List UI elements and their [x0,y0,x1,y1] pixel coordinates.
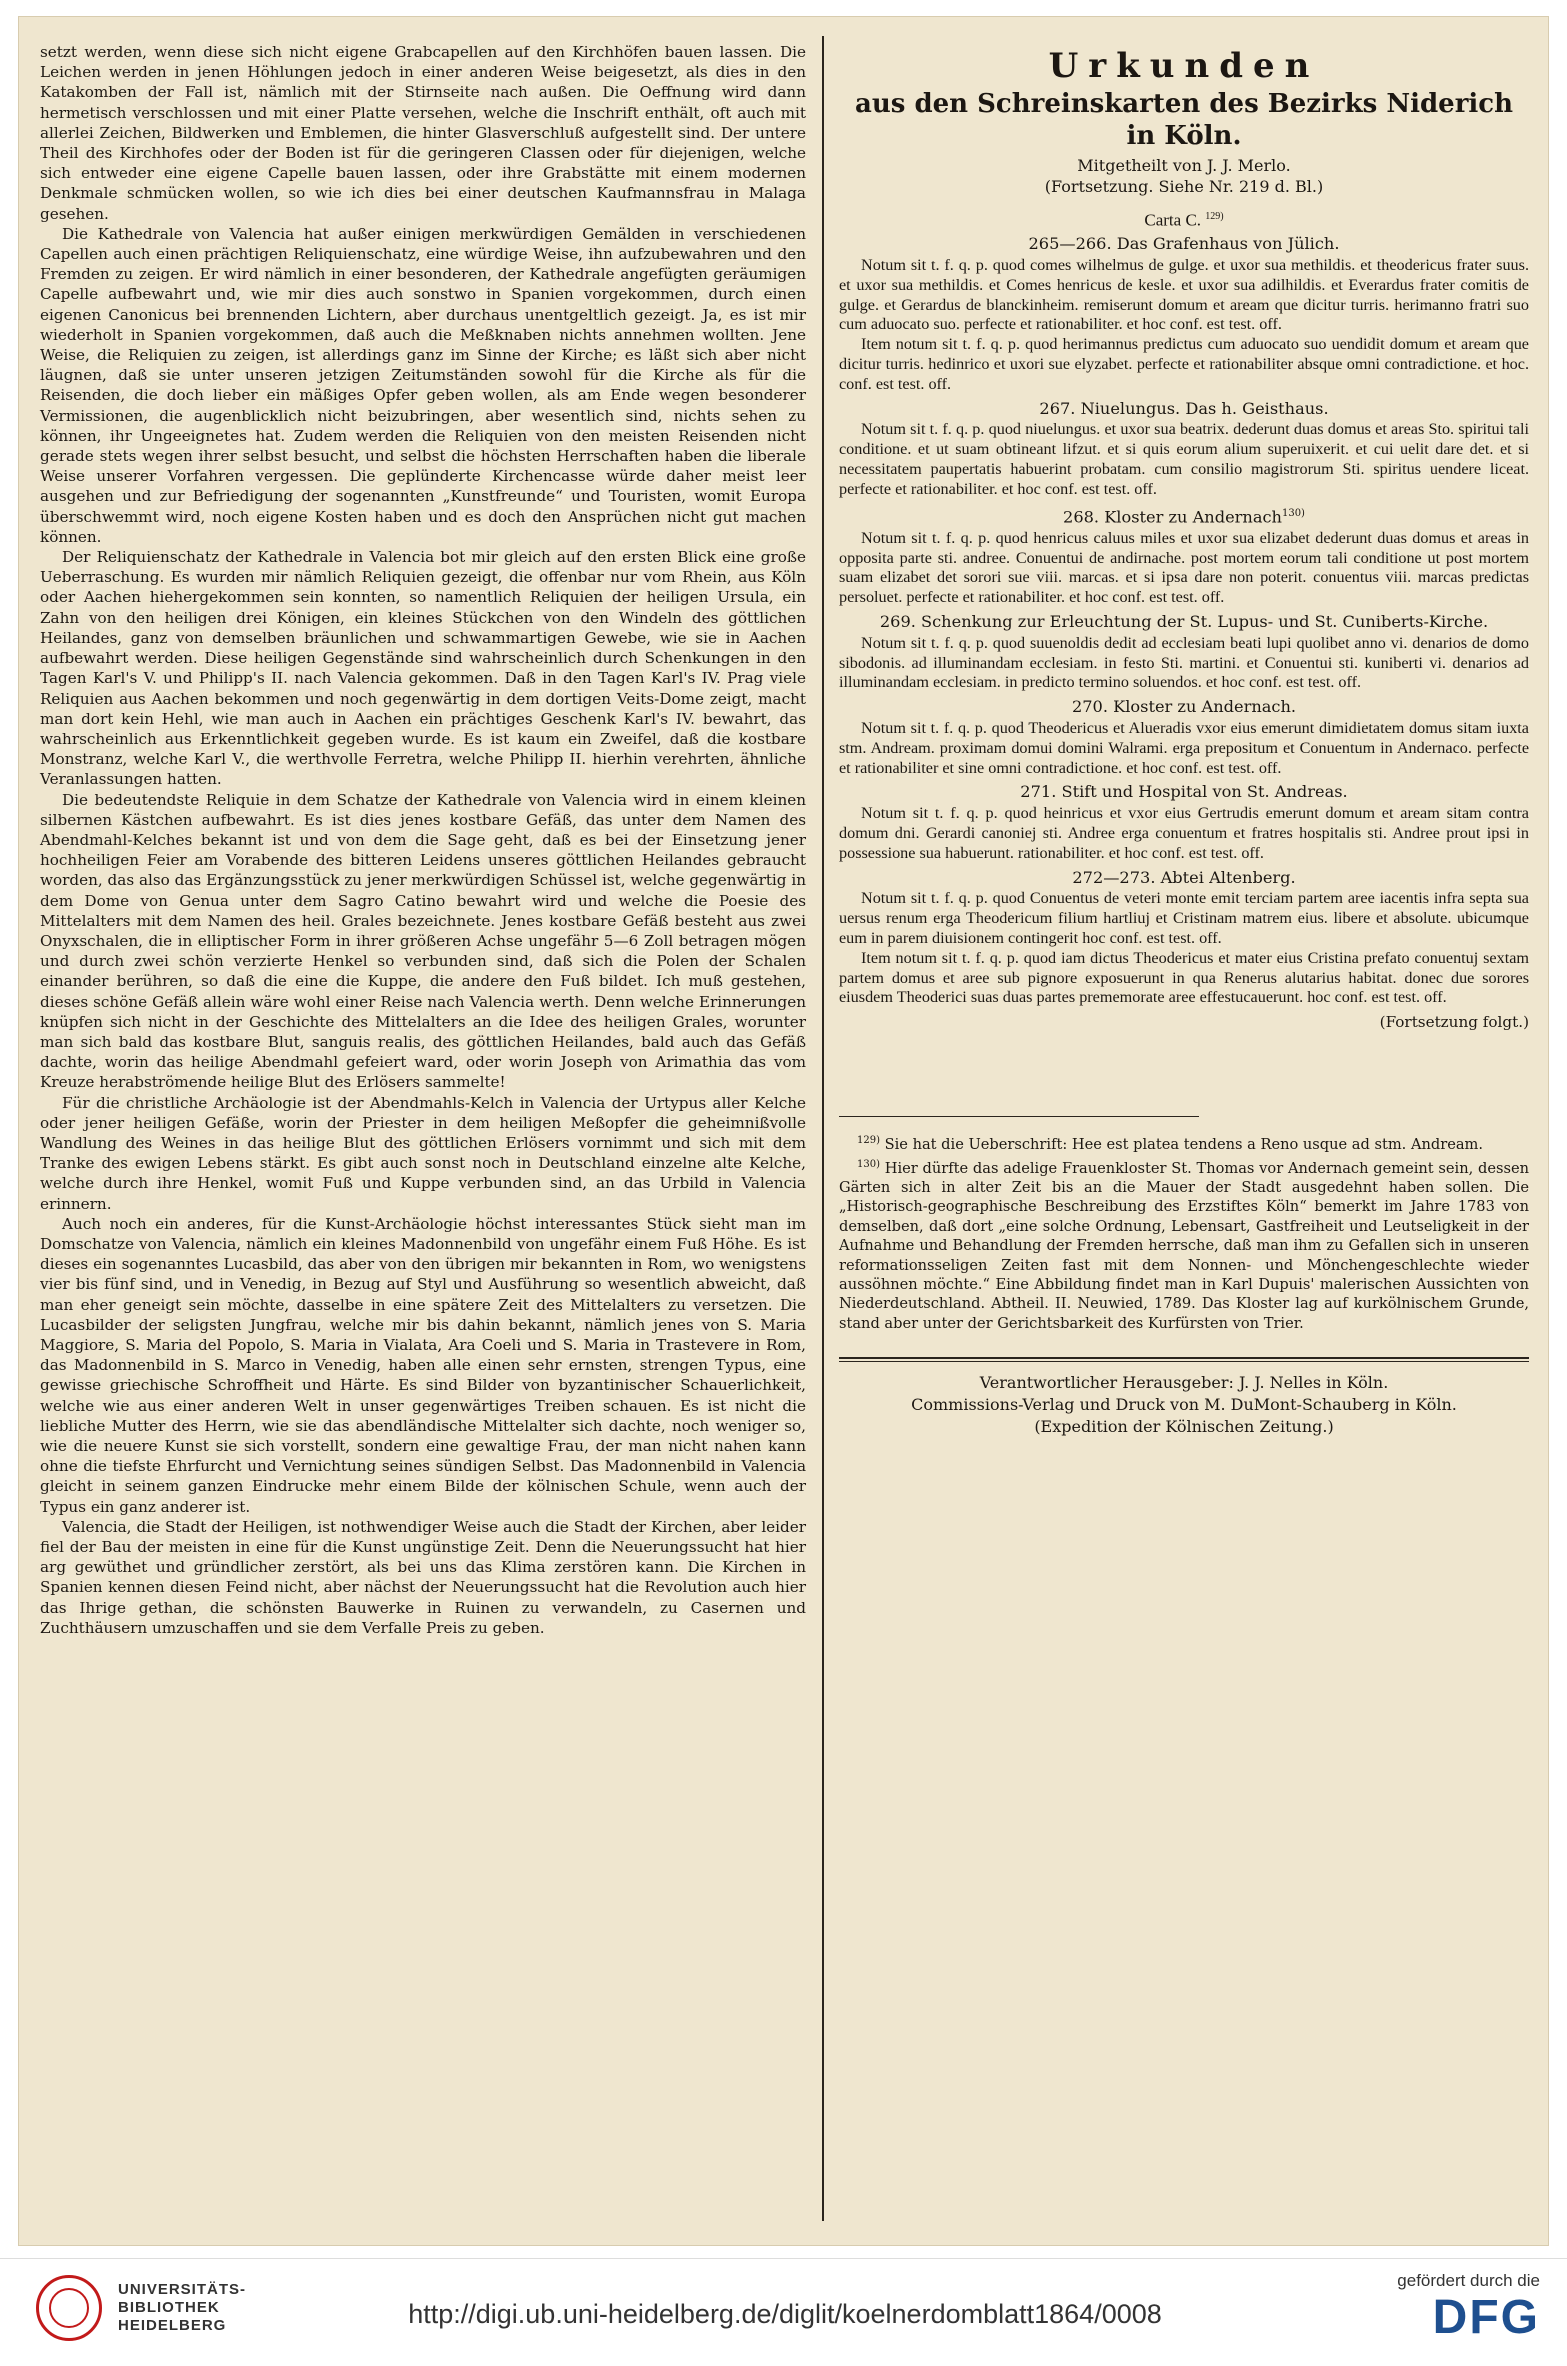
entry-text: Notum sit t. f. q. p. quod niuelungus. et uxor sua beatrix. dederunt duas domus et areas Sto. spiritui tali conditione. et ut suam obtineant lifzut. et si quis eorum alium superuixerit. et cui uelit dare det. et si necessitatem paupertatis habuerint probatam. cum consilio magistrorum Sti. spiritus uendere liceat. perfecte et rationabiliter. et hoc conf. est test. off. [839,420,1529,498]
entry-text: Notum sit t. f. q. p. quod suuenoldis dedit ad ecclesiam beati lupi quolibet anno vi. denarios de domo sibodonis. ad illuminandam ecclesiam. in festo Sti. martini. et Conuentui sti. kuniberti vi. denarios ad illuminandam ecclesiam. in predicto termino soluendos. et hoc conf. est test. off. [839,633,1529,692]
entry-heading: 272—273. Abtei Altenberg. [1072,867,1296,887]
entry-text: Notum sit t. f. q. p. quod Conuentus de veteri monte emit terciam partem aree iacentis infra septa sua uersus renum erga Theodericum filium hartliuj et Cristinam matrem eius. libere et absolute. ubicumque eum in parem diuisionem contingerit hoc conf. est test. off. [839,889,1529,947]
imprint-rule [839,1361,1529,1362]
footnote [839,1155,1529,1334]
imprint-line: Verantwortlicher Herausgeber: J. J. Nelles in Köln. [979,1373,1389,1393]
right-column [839,42,1529,1438]
paragraph: setzt werden, wenn diese sich nicht eigene Grabcapellen auf den Kirchhöfen bauen lassen. Die Leichen werden in jenen Höhlungen jedoch in einer anderen Weise beigesetzt, als dies in den Katakomben der Fall ist, nämlich mit der Stirnseite nach außen. Die Oeffnung wird dann hermetisch verschlossen und mit einer Platte versehen, welche die Inschrift enthält, oft auch mit allerlei Zeichen, Bildwerken und Emblemen, die hinter Glasverschluß aufgestellt sind. Der untere Theil des Kirchhofes oder der Boden ist für die geringeren Classen oder für diejenigen, welche sich entweder eine eigene Capelle bauen lassen, oder ihre Grabstätte mit einem modernen Denkmale schmücken wollen, so wie ich dies bei einer deutschen Kaufmannsfrau in Malaga gesehen. [40,43,806,223]
entry-text: Item notum sit t. f. q. p. quod iam dictus Theodericus et mater eius Cristina prefato conuentuj sextam partem domus et aree sub pignore exposuerunt in qua Renerus alutarius habitat. donec due sorores eiusdem Theoderici suas duas partes prememorate aree effestucauerunt. hoc conf. est test. off. [839,948,1529,1007]
entry [839,399,1529,500]
carta-heading [839,207,1529,230]
entry-text: Item notum sit t. f. q. p. quod herimannus predictus cum aduocato suo uendidit domum et aream que dicitur turris. hedinrico et uxori sue elyzabet. perfecte et rationabiliter absque omni contradictione. et hoc. conf. est test. off. [839,335,1529,393]
footnote-ref: 130) [1281,507,1305,519]
entry [839,868,1529,1009]
article-title: Urkunden [1048,46,1320,86]
scanned-page [18,16,1549,2246]
entry-heading: 269. Schenkung zur Erleuchtung der St. Lupus- und St. Cuniberts-Kirche. [879,612,1489,631]
entry [839,697,1529,778]
continuation-note: (Fortsetzung. Siehe Nr. 219 d. Bl.) [1044,176,1324,196]
footnote-text: Hier dürfte das adelige Frauenkloster St. Thomas vor Andernach gemeint sein, dessen Gärten sich in alter Zeit bis an die Mauer der Stadt ausgedehnt haben sollen. Die „Historisch-geographische Beschreibung des Erzstiftes Köln“ bemerkt im Jahre 1783 von demselben, daß dort „eine solche Ordnung, Lebensart, Gastfreiheit und Leutseligkeit in der Aufnahme und Behandlung der Fremden herrsche, daß man ihm zu Gefallen sich in unseren reformationsseligen Zeiten fast mit dem Nonnen- und Mönchengeschlechte wieder aussöhnen möchte.“ Eine Abbildung findet man in Karl Dupuis' malerischen Aussichten von Niederdeutschland. Abtheil. II. Neuwied, 1789. Das Kloster lag auf kurkölnischem Grunde, stand aber unter der Gerichtsbarkeit des Kurfürsten von Trier. [839,1159,1529,1332]
paragraph: Valencia, die Stadt der Heiligen, ist nothwendiger Weise auch die Stadt der Kirchen, aber leider fiel der Bau der meisten in eine für die Kunst ungünstige Zeit. Denn die Neuerungssucht hat hier arg gewüthet und gründlicher zerstört, als bei uns das Klima zerstören kann. Die Kirchen in Spanien kennen diesen Feind nicht, aber nächst der Neuerungssucht hat die Revolution auch hier das Ihrige gethan, die schönsten Bauwerke in Ruinen zu verwandeln, zu Casernen und Zuchthäusern umzuschaffen und sie dem Verfalle Preis zu geben. [40,1517,806,1637]
footnote-rule [839,1116,1199,1117]
entry-heading: 265—266. Das Grafenhaus von Jülich. [1028,234,1340,254]
entry [839,782,1529,863]
funding-credit[interactable] [1300,2271,1540,2345]
imprint-line: (Expedition der Kölnischen Zeitung.) [1034,1417,1334,1437]
entry-heading-text: 268. Kloster zu Andernach [1063,507,1282,527]
article-subtitle: aus den Schreinskarten des Bezirks Niderich [855,89,1513,120]
dfg-logo: DFG [1432,2291,1540,2344]
footnotes [839,1131,1529,1333]
to-be-continued: (Fortsetzung folgt.) [1379,1013,1529,1032]
column-divider [822,36,824,2221]
footnote-ref: 129) [1205,210,1224,222]
entry-text: Notum sit t. f. q. p. quod henricus caluus miles et uxor sua elizabet dederunt duas domus et areas in opposita parte sti. andree. Conuentui de andirnache. post mortem eorum tali conditione ut post mortem suam elizabet det sorori sue viii. marcas. et si ipsa dare non poterit. conuentus viii. marcas predictas persoluet. perfecte et rationabiliter. et hoc conf. est test. off. [839,528,1529,607]
footnote-text: Sie hat die Ueberschrift: Hee est platea tendens a Reno usque ad stm. Andream. [884,1136,1484,1154]
entry [839,234,1529,394]
funding-label: gefördert durch die [1397,2271,1540,2290]
viewer-footer [0,2258,1567,2366]
imprint-rule [839,1357,1529,1359]
university-seal-icon [36,2275,102,2341]
entry-text: Notum sit t. f. q. p. quod comes wilhelmus de gulge. et uxor sua methildis. et theodericus frater suus. et uxor sua methildis. et Comes henricus de kesle. et uxor sua adilhildis. et Everardus frater comitis de gulge. et Gerardus de blanckinheim. remiserunt domum et aream que dicitur turris. herimanno fratri suo cum aduocato suo. perfecte et rationabiliter. et hoc conf. est test. off. [839,256,1529,334]
entry [839,612,1529,693]
paragraph: Für die christliche Archäologie ist der Abendmahls-Kelch in Valencia der Urtypus aller Kelche oder jener heiligen Gefäße, worin der Priester in dem heiligen Meßopfer die geheimnißvolle Wandlung des Weines in das heilige Blut des göttlichen Erlösers vornimmt und sich mit dem Tranke des ewigen Lebens stärkt. Es gibt auch sonst noch in Deutschland einzelne alte Kelche, welche durch ihre Henkel, womit Fuß und Kuppe verbunden sind, an das Urbild in Valencia erinnern. [40,1093,806,1213]
entry [839,504,1529,608]
paragraph: Der Reliquienschatz der Kathedrale in Valencia bot mir gleich auf den ersten Blick eine große Ueberraschung. Es wurden mir nämlich Reliquien gezeigt, die offenbar nur vom Rhein, aus Köln oder Aachen hiehergekommen sein konnten, so namentlich Reliquien der heiligen Ursula, ein Zahn von den heiligen drei Königen, ein kleines Stückchen von den Windeln des göttlichen Heilandes, ganz von demselben bräunlichen und schwammartigen Gewebe, wie sie in Aachen aufbewahrt werden. Diese heiligen Gegenstände sind wahrscheinlich durch Schenkungen in den Tagen Karl's V. und Philipp's II. nach Valencia gekommen. Daß in den Tagen Karl's IV. Prag viele Reliquien aus Aachen bekommen und noch gegenwärtig in dem dortigen Veits-Dome zeigt, macht man dort kein Hehl, wie man auch in Aachen ein prächtiges Geschenk Karl's IV. bewahrt, das wahrscheinlich aus Erkenntlichkeit gegeben wurde. Es ist kaum ein Zweifel, daß die kostbare Monstranz, welche Karl V., die werthvolle Ferretra, welche Philipp II. hierhin verehrten, ähnliche Veranlassungen hatten. [40,548,806,789]
article-place: in Köln. [1126,121,1242,152]
entry-text: Notum sit t. f. q. p. quod heinricus et vxor eius Gertrudis emerunt domum et aream sitam contra domum dni. Gerardi canoniej sti. Andree erga conuentum et fratres hospitalis sti. Andree prout ipsi in possessione sua habuerunt. rationabiliter. et hoc conf. est test. off. [839,804,1529,862]
footnote-mark: 129) [857,1135,880,1147]
paragraph: Die Kathedrale von Valencia hat außer einigen merkwürdigen Gemälden in verschiedenen Capellen auch einen prächtigen Reliquienschatz, eine würdige Weise, ihn aufzubewahren und den Fremden zu zeigen. Er wird nämlich in einer besonderen, der Kathedrale angefügten geräumigen Capelle aufbewahrt und, wie mir dies auch sonstwo in Spanien vorgekommen, durch einen eigenen Canonicus bei brennenden Lichtern, aber durchaus unentgeltlich gezeigt. Ja, es ist mir wiederholt in Spanien vorgekommen, daß auch die Meßknaben nichts annehmen wollten. Jene Weise, die Reliquien zu zeigen, ist allerdings ganz im Sinne der Kirche; es läßt sich aber nicht läugnen, daß sie unter unseren jetzigen Zeitumständen sowohl für die Kirche als für die Reisenden, die doch lieber ein mäßiges Opfer geben wollen, als am Ende wegen besonderer Vermissionen, die augenblicklich nicht beizubringen, aber wesentlich sind, nichts sehen zu können, ihr Ungeeignetes hat. Zudem werden die Reliquien von den meisten Reisenden nicht gerade stets wegen ihrer selbst besucht, und selbst die höchsten Herrschaften haben die liberale Weise unserer Vorfahren vergessen. Die geplünderte Kirchencasse würde daher meist leer ausgehen und zur Befriedigung der sogenannten „Kunstfreunde“ und Touristen, womit Europa überschwemmt wird, noch eigene Kosten haben und es doch den Ansprüchen nicht gut machen können. [40,224,806,546]
entry-heading [839,504,1529,527]
entry-heading: 271. Stift und Hospital von St. Andreas. [1020,782,1348,802]
entry-heading: 267. Niuelungus. Das h. Geisthaus. [1039,398,1329,418]
paragraph: Die bedeutendste Reliquie in dem Schatze der Kathedrale von Valencia wird in einem kleinen silbernen Kästchen aufbewahrt. Es ist dies jenes kostbare Gefäß, das unter dem Namen des Abendmahl-Kelches bekannt ist und von dem die Sage geht, daß es bei der Einsetzung jener hochheiligen Feier am Vorabende des bitteren Leidens unseres göttlichen Heilandes gebraucht worden, das also das Ergänzungsstück zu jener merkwürdigen Schüssel ist, welche gegenwärtig in dem Dome von Genua unter dem Sagro Catino bewahrt wird und welche die Poesie des Mittelalters mit dem Namen des heil. Grales bezeichnete. Jenes kostbare Gefäß besteht aus zwei Onyxschalen, die in elliptischer Form in ihrer größeren Achse ungefähr 5—6 Zoll betragen mögen und durch zwei schön verzierte Henkel so verbunden sind, daß sich die Polen der Schalen einander berühren, so daß die eine die Kuppe, die andere den Fuß bildet. Ich muß gestehen, dieses schöne Gefäß allein wäre wohl einer Reise nach Valencia werth. Denn welche Erinnerungen knüpfen sich nicht in der Geschichte des Mittelalters an die Idee des heiligen Grales, worunter man sich bald das kostbare Blut, sanguis realis, des göttlichen Heilandes, bald auch das Gefäß dachte, worin das heilige Abendmahl gefeiert ward, oder worin Joseph von Arimathia das vom Kreuze herabströmende heilige Blut des Erlösers sammelte! [40,790,806,1092]
imprint-line: Commissions-Verlag und Druck von M. DuMont-Schauberg in Köln. [911,1395,1457,1415]
left-column [40,42,806,1638]
page-url[interactable]: http://digi.ub.uni-heidelberg.de/diglit/koelnerdomblatt1864/0008 [408,2299,1162,2329]
paragraph: Auch noch ein anderes, für die Kunst-Archäologie höchst interessantes Stück sieht man im Domschatze von Valencia, nämlich ein kleines Madonnenbild von ungefähr einem Fuß Höhe. Es ist dieses ein sogenanntes Lucasbild, das aber von den übrigen mir bekannten in Rom, wo wenigstens vier bis fünf sind, und in Venedig, in Bezug auf Styl und Ausführung so wesentlich abweicht, daß man eher geneigt sein möchte, dasselbe in eine spätere Zeit des Mittelalters zu versetzen. Die Lucasbilder der seligsten Jungfrau, welche mir bis dahin bekannt, nämlich jenes von S. Maria Maggiore, S. Maria del Popolo, S. Maria in Vialata, Ara Coeli und S. Maria in Trastevere in Rom, das Madonnenbild in S. Marco in Venedig, haben alle einen sehr ernsten, strengen Typus, eine gewisse griechische Schroffheit und Härte. Es sind Bilder von byzantinischer Schauerlichkeit, welche wie aus einer anderen Welt in unser gegenwärtiges Treiben schauen. Es ist nicht die liebliche Mutter des Herrn, wie sie das abendländische Mittelalter sich dachte, noch weniger so, wie die neuere Kunst sie sich vorstellt, sondern eine gewaltige Frau, der man nicht nahen kann ohne die tiefste Ehrfurcht und Vernichtung seines sündigen Selbst. Das Madonnenbild in Valencia gleicht in seinem ganzen Eindrucke mehr einem Bilde der kölnischen Schule, wenn auch der Typus ein ganz anderer ist. [40,1214,806,1516]
institution-name: UNIVERSITÄTS- BIBLIOTHEK HEIDELBERG [118,2281,247,2334]
carta-label: Carta C. [1144,210,1202,230]
byline: Mitgetheilt von J. J. Merlo. [1077,156,1291,176]
footnote [839,1131,1529,1154]
footnote-mark: 130) [857,1158,880,1170]
entry-heading: 270. Kloster zu Andernach. [1071,697,1297,717]
imprint [839,1372,1529,1438]
entry-text: Notum sit t. f. q. p. quod Theodericus et Alueradis vxor eius emerunt dimidietatem domus sitam iuxta stm. Andream. proximam domui domini Walrami. erga prepositum et Conuentum in Andernaco. perfecte et rationabiliter et sine omni contradictione. et hoc conf. est test. off. [839,718,1529,777]
university-library-logo[interactable] [36,2275,396,2349]
